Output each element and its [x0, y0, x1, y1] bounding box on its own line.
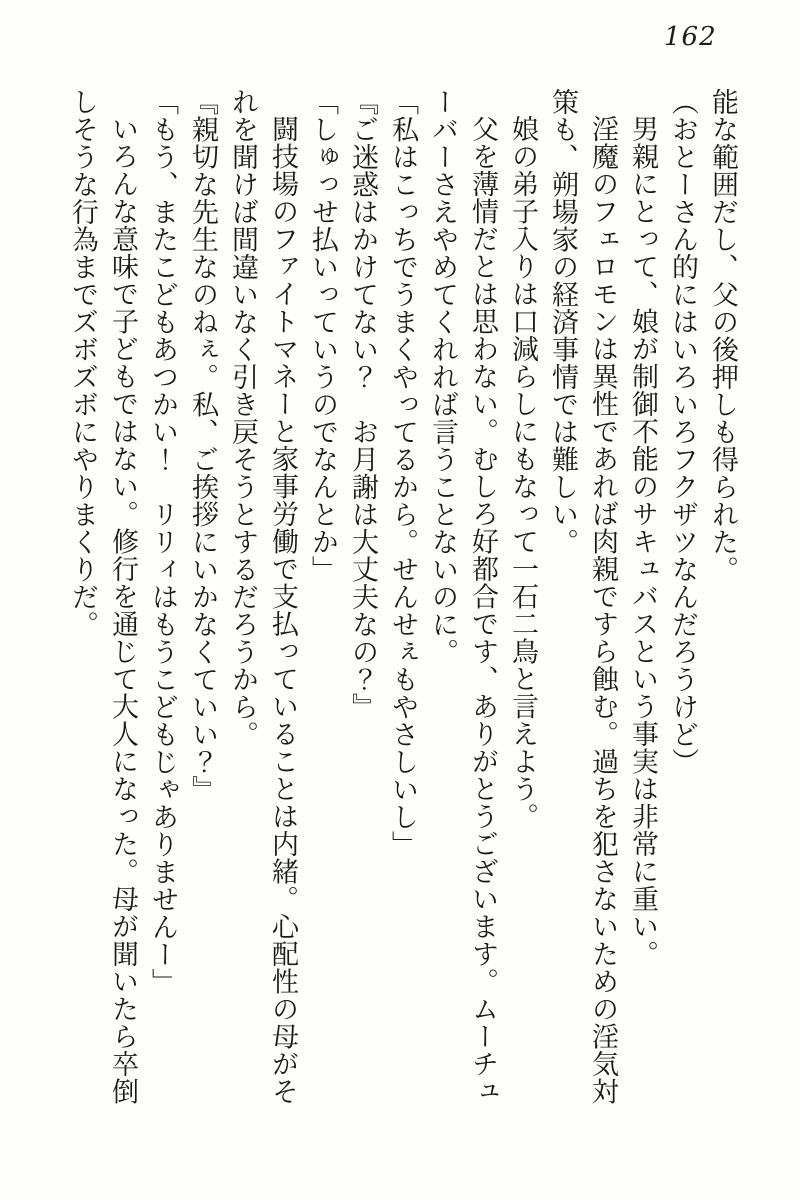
paragraph: いろんな意味で子どもではない。修行を通じて大人になった。母が聞いたら卒倒しそうな行為までズボズボにやりまくりだ。 — [67, 88, 138, 1105]
paragraph: 父を薄情だとは思わない。むしろ好都合です、ありがとうございます。ムーチューバーさえやめてくれれば言うことないのに。 — [427, 88, 498, 1105]
paragraph: 娘の弟子入りは口減らしにもなって一石二鳥と言えよう。 — [507, 115, 538, 830]
paragraph: 淫魔のフェロモンは異性であれば肉親ですら蝕む。過ちを犯さないための淫気対策も、朔場家の経済事情では難しい。 — [547, 88, 618, 1105]
page-number: 162 — [664, 22, 717, 52]
paragraph: 「私はこっちでうまくやってるから。せんせぇもやさしいし」 — [387, 88, 418, 858]
paragraph: 能な範囲だし、父の後押しも得られた。 — [707, 88, 738, 583]
vertical-text-block — [62, 88, 742, 1118]
paragraph: （おとーさん的にはいろいろフクザツなんだろうけど） — [667, 88, 698, 776]
paragraph: 男親にとって、娘が制御不能のサキュバスという事実は非常に重い。 — [627, 115, 658, 968]
paragraph: 『ご迷惑はかけてない？ お月謝は大丈夫なの？』 — [347, 88, 378, 721]
paragraph: 「もう、またこどもあつかい！ リリィはもうこどもじゃありませんー」 — [147, 88, 178, 996]
paragraph: 「しゅっせ払いっていうのでなんとか」 — [307, 88, 338, 583]
paragraph: 闘技場のファイトマネーと家事労働で支払っていることは内緒。心配性の母がそれを聞けば間違いなく引き戻そうとするだろうから。 — [227, 88, 298, 1105]
paragraph: 『親切な先生なのねぇ。私、ご挨拶にいかなくていい？』 — [187, 88, 218, 803]
